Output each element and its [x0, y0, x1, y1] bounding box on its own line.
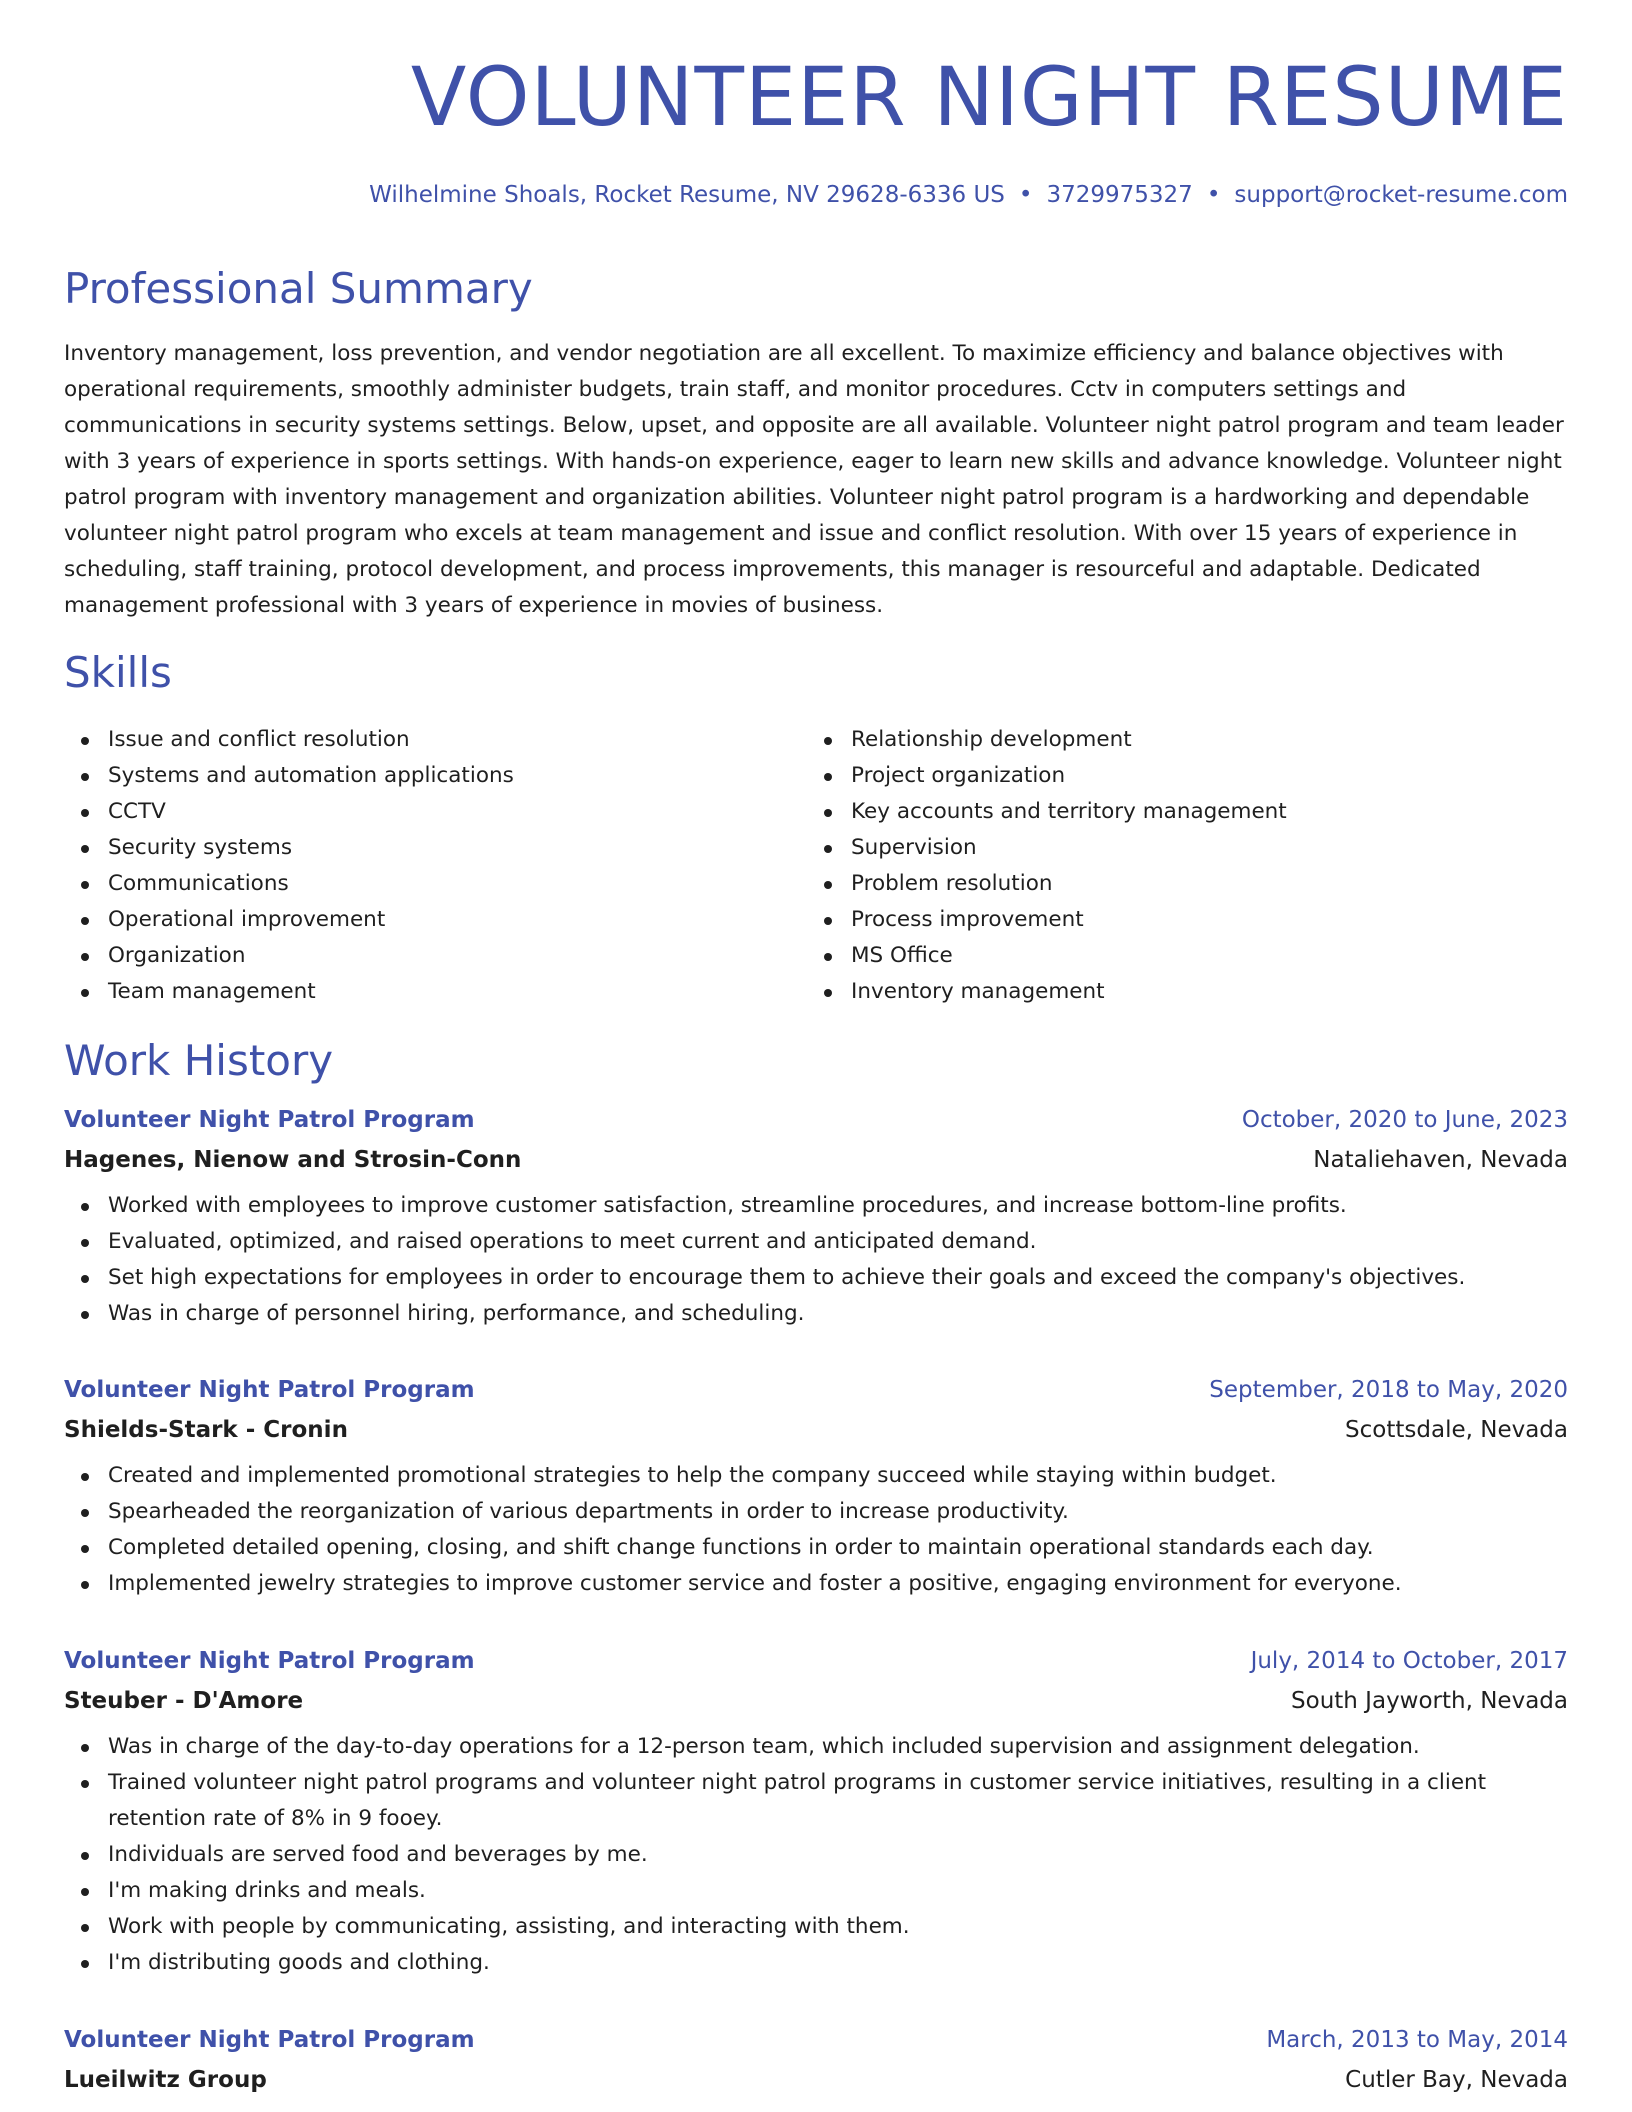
job-dates: March, 2013 to May, 2014	[1266, 2027, 1568, 2053]
duty-item: Completed detailed opening, closing, and shift change functions in order to maintain operational standards each day.	[64, 1530, 1568, 1566]
skill-item: Key accounts and territory management	[807, 794, 1550, 830]
job-location: Nataliehaven, Nevada	[1313, 1147, 1568, 1173]
contact-phone: 3729975327	[1046, 182, 1193, 208]
contact-address: Wilhelmine Shoals, Rocket Resume, NV 29628-6336 US	[369, 182, 1005, 208]
contact-email: support@rocket-resume.com	[1234, 182, 1568, 208]
job-location: Scottsdale, Nevada	[1345, 1417, 1568, 1443]
skills-heading: Skills	[64, 648, 172, 697]
duty-item: Individuals are served food and beverages by me.	[64, 1837, 1568, 1873]
duty-item: Set high expectations for employees in order to encourage them to achieve their goals and exceed the company's objectives.	[64, 1260, 1568, 1296]
job-location: Cutler Bay, Nevada	[1345, 2067, 1568, 2093]
job-entry	[64, 1109, 1568, 1332]
job-entry	[64, 1379, 1568, 1602]
job-header	[64, 1109, 1568, 1132]
job-duties	[64, 1188, 1568, 1332]
job-entry	[64, 2029, 1568, 2092]
skills-column-right	[807, 722, 1550, 1010]
skill-item: Issue and conflict resolution	[64, 722, 807, 758]
skill-item: Process improvement	[807, 902, 1550, 938]
resume-title: VOLUNTEER NIGHT RESUME	[410, 51, 1568, 145]
contact-separator: •	[1206, 182, 1221, 208]
duty-item: Was in charge of the day-to-day operations for a 12-person team, which included supervision and assignment delegation.	[64, 1729, 1568, 1765]
skill-item: Communications	[64, 866, 807, 902]
job-company: Hagenes, Nienow and Strosin-Conn	[64, 1147, 522, 1173]
duty-item: I'm making drinks and meals.	[64, 1873, 1568, 1909]
summary-heading: Professional Summary	[64, 264, 533, 313]
skill-item: Relationship development	[807, 722, 1550, 758]
skill-item: Operational improvement	[64, 902, 807, 938]
skill-item: Security systems	[64, 830, 807, 866]
job-dates: July, 2014 to October, 2017	[1250, 1648, 1568, 1674]
job-subheader	[64, 2069, 1568, 2092]
skill-item: MS Office	[807, 938, 1550, 974]
job-subheader	[64, 1149, 1568, 1172]
job-header	[64, 1379, 1568, 1402]
duty-item: Was in charge of personnel hiring, performance, and scheduling.	[64, 1296, 1568, 1332]
skill-item: Project organization	[807, 758, 1550, 794]
skill-item: Inventory management	[807, 974, 1550, 1010]
duty-item: Implemented jewelry strategies to improve customer service and foster a positive, engaging environment for everyone.	[64, 1566, 1568, 1602]
work-history-heading: Work History	[64, 1036, 334, 1085]
summary-text: Inventory management, loss prevention, and vendor negotiation are all excellent. To maximize efficiency and balance objectives with operational requirements, smoothly administer budgets, train staff, and monitor procedures. Cctv in computers settings and communications in security systems settings. Below, upset, and opposite are all available. Volunteer night patrol program and team leader with 3 years of experience in sports settings. With hands-on experience, eager to learn new skills and advance knowledge. Volunteer night patrol program with inventory management and organization abilities. Volunteer night patrol program is a hardworking and dependable volunteer night patrol program who excels at team management and issue and conflict resolution. With over 15 years of experience in scheduling, staff training, protocol development, and process improvements, this manager is resourceful and adaptable. Dedicated management professional with 3 years of experience in movies of business.	[64, 341, 1564, 618]
job-entry	[64, 1650, 1568, 1981]
contact-line	[369, 182, 1568, 208]
duty-item: Spearheaded the reorganization of various departments in order to increase productivity.	[64, 1494, 1568, 1530]
job-role: Volunteer Night Patrol Program	[64, 2027, 475, 2053]
job-dates: October, 2020 to June, 2023	[1241, 1107, 1568, 1133]
job-header	[64, 2029, 1568, 2052]
job-company: Shields-Stark - Cronin	[64, 1417, 348, 1443]
job-header	[64, 1650, 1568, 1673]
skill-item: Supervision	[807, 830, 1550, 866]
job-duties	[64, 1729, 1568, 1981]
job-subheader	[64, 1690, 1568, 1713]
job-company: Steuber - D'Amore	[64, 1688, 304, 1714]
job-role: Volunteer Night Patrol Program	[64, 1107, 475, 1133]
skill-item: Team management	[64, 974, 807, 1010]
duty-item: Created and implemented promotional strategies to help the company succeed while staying within budget.	[64, 1458, 1568, 1494]
duty-item: Evaluated, optimized, and raised operations to meet current and anticipated demand.	[64, 1224, 1568, 1260]
job-duties	[64, 1458, 1568, 1602]
job-location: South Jayworth, Nevada	[1291, 1688, 1568, 1714]
duty-item: Work with people by communicating, assisting, and interacting with them.	[64, 1909, 1568, 1945]
job-subheader	[64, 1419, 1568, 1442]
job-company: Lueilwitz Group	[64, 2067, 267, 2093]
skill-item: Organization	[64, 938, 807, 974]
skill-item: CCTV	[64, 794, 807, 830]
job-role: Volunteer Night Patrol Program	[64, 1648, 475, 1674]
contact-separator: •	[1018, 182, 1033, 208]
skill-item: Problem resolution	[807, 866, 1550, 902]
job-dates: September, 2018 to May, 2020	[1209, 1377, 1568, 1403]
skill-item: Systems and automation applications	[64, 758, 807, 794]
skills-list	[64, 722, 1568, 1010]
duty-item: Trained volunteer night patrol programs and volunteer night patrol programs in customer service initiatives, resulting in a client retention rate of 8% in 9 fooey.	[64, 1765, 1568, 1837]
duty-item: Worked with employees to improve customer satisfaction, streamline procedures, and increase bottom-line profits.	[64, 1188, 1568, 1224]
skills-column-left	[64, 722, 807, 1010]
duty-item: I'm distributing goods and clothing.	[64, 1945, 1568, 1981]
job-role: Volunteer Night Patrol Program	[64, 1377, 475, 1403]
